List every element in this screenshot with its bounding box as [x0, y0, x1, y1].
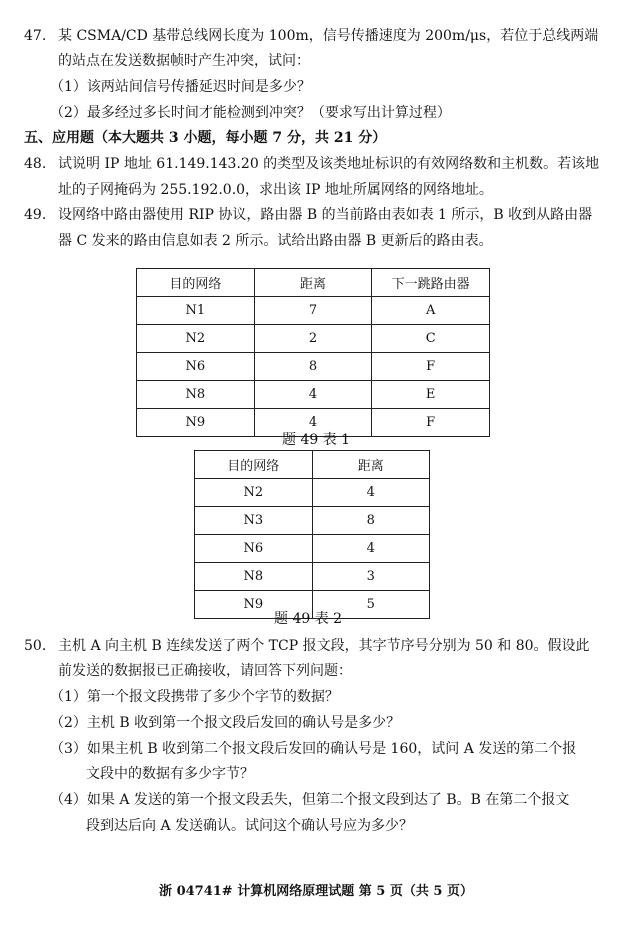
table1-header-cell: 目的网络	[137, 269, 255, 297]
section-heading: 五、应用题（本大题共 3 小题，每小题 7 分，共 21 分）	[24, 130, 387, 146]
q47-sub1: （1）该两站间信号传播延迟时间是多少？	[50, 79, 311, 95]
table-cell: N8	[137, 381, 255, 409]
table-cell: 8	[254, 353, 372, 381]
table-row	[195, 535, 430, 563]
table-row	[195, 563, 430, 591]
table2-header-row	[195, 451, 430, 479]
table-cell: 5	[312, 591, 429, 619]
table-cell: N2	[195, 479, 313, 507]
table-cell: N1	[137, 297, 255, 325]
table-cell: N6	[137, 353, 255, 381]
table-cell: 7	[254, 297, 372, 325]
table2-header-cell: 目的网络	[195, 451, 313, 479]
q47-line1: 某 CSMA/CD 基带总线网长度为 100m，信号传播速度为 200m/μs，若位于总线两端	[58, 28, 599, 44]
table-cell: N9	[195, 591, 313, 619]
table2-header-cell: 距离	[312, 451, 429, 479]
table-cell: 4	[312, 479, 429, 507]
q47-line2: 的站点在发送数据帧时产生冲突，试问：	[58, 53, 310, 69]
table-cell: F	[372, 353, 490, 381]
table-cell: 2	[254, 325, 372, 353]
table-row	[137, 297, 490, 325]
table-cell: 8	[312, 507, 429, 535]
table-cell: 3	[312, 563, 429, 591]
table-cell: 4	[254, 381, 372, 409]
q50-sub2: （2）主机 B 收到第一个报文段后发回的确认号是多少？	[50, 715, 401, 731]
q50-sub3-line2: 文段中的数据有多少字节？	[86, 766, 254, 782]
q49-number: 49.	[24, 207, 47, 223]
q50-sub4-line1: （4）如果 A 发送的第一个报文段丢失，但第二个报文段到达了 B。B 在第二个报文	[50, 792, 570, 808]
table1-header-row	[137, 269, 490, 297]
q50-line1: 主机 A 向主机 B 连续发送了两个 TCP 报文段，其字节序号分别为 50 和 80。假设此	[58, 638, 590, 654]
table2-caption: 题 49 表 2	[274, 611, 343, 627]
table-cell: N9	[137, 409, 255, 437]
table1-header-cell: 下一跳路由器	[372, 269, 490, 297]
table-cell: F	[372, 409, 490, 437]
q48-number: 48.	[24, 156, 47, 172]
table-cell: N6	[195, 535, 313, 563]
table1-header-cell: 距离	[254, 269, 372, 297]
q48-line2: 址的子网掩码为 255.192.0.0，求出该 IP 地址所属网络的网络地址。	[58, 182, 493, 198]
table-cell: N2	[137, 325, 255, 353]
table-cell: E	[372, 381, 490, 409]
table-cell: N8	[195, 563, 313, 591]
q50-line2: 前发送的数据报已正确接收，请回答下列问题：	[58, 663, 352, 679]
table-row	[137, 325, 490, 353]
q50-number: 50.	[24, 638, 47, 654]
table-row	[137, 353, 490, 381]
table-row	[195, 507, 430, 535]
q50-sub1: （1）第一个报文段携带了多少个字节的数据？	[50, 689, 339, 705]
routing-table-2	[194, 450, 430, 619]
routing-table-1	[136, 268, 490, 437]
table1-caption: 题 49 表 1	[282, 432, 351, 448]
table-cell: C	[372, 325, 490, 353]
q50-sub3-line1: （3）如果主机 B 收到第二个报文段后发回的确认号是 160，试问 A 发送的第二个报	[50, 741, 577, 757]
table-row	[195, 479, 430, 507]
table-cell: N3	[195, 507, 313, 535]
q47-sub2: （2）最多经过多长时间才能检测到冲突？（要求写出计算过程）	[50, 105, 451, 121]
table-row	[137, 381, 490, 409]
q48-line1: 试说明 IP 地址 61.149.143.20 的类型及该类地址标识的有效网络数和主机数。若该地	[58, 156, 600, 172]
page-footer: 浙 04741# 计算机网络原理试题 第 5 页（共 5 页）	[159, 884, 473, 899]
table-cell: 4	[312, 535, 429, 563]
q50-sub4-line2: 段到达后向 A 发送确认。试问这个确认号应为多少？	[86, 818, 414, 834]
q49-line2: 器 C 发来的路由信息如表 2 所示。试给出路由器 B 更新后的路由表。	[58, 233, 493, 249]
table-cell: A	[372, 297, 490, 325]
q47-number: 47.	[24, 28, 47, 44]
table-cell: 4	[254, 409, 372, 437]
q49-line1: 设网络中路由器使用 RIP 协议，路由器 B 的当前路由表如表 1 所示，B 收到从路由器	[58, 207, 593, 223]
